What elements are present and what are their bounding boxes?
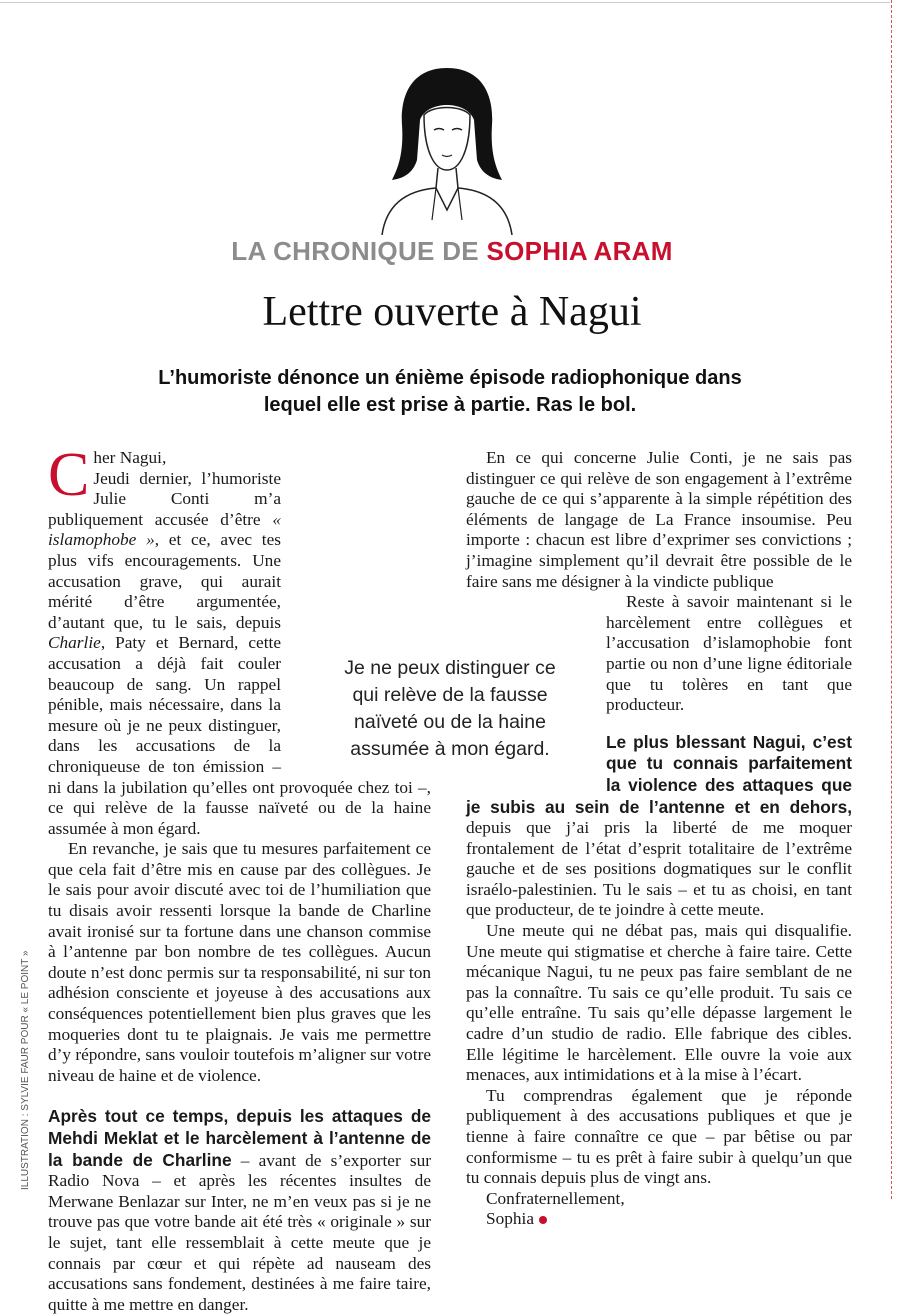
right-column	[466, 448, 852, 1230]
article-title: Lettre ouverte à Nagui	[262, 289, 642, 335]
salutation: her Nagui,	[93, 448, 167, 467]
drop-cap: C	[48, 441, 90, 509]
left-paragraph-3	[48, 1106, 431, 1315]
pull-quote: Je ne peux distinguer ce qui relève de la fausse naïveté ou de la haine assumée à mon égard.	[344, 657, 556, 760]
text-run: Jeudi dernier, l’humoriste Julie Conti m’a publiquement accusée d’être	[48, 468, 281, 529]
bold-lead-in: Le plus blessant Nagui, c’est que tu connais parfaitement la violence des attaques que je subis au sein de l’antenne et en dehors,	[466, 731, 852, 817]
author-portrait-icon	[372, 60, 522, 235]
text-run: – avant de s’exporter sur Radio Nova – et après les récentes insultes de Merwane Benlazar sur Inter, ne m’en veux pas si je ne trouve pas que votre bande ait été très « originale » sur le sujet, tant elle ressemblait à cette meute que je connais par cœur et qui répète ad nauseam des accusations sans fondement, destinées à me faire taire, quitte à me mettre en danger.	[48, 1150, 431, 1314]
signature-line	[466, 1209, 852, 1230]
left-column	[48, 441, 431, 1315]
pull-quote-spacer-right	[466, 614, 606, 794]
bold-lead-in: Après tout ce temps, depuis les attaques de Mehdi Meklat et le harcèlement à l’antenne de la bande de Charline	[48, 1106, 431, 1170]
top-rule	[0, 2, 890, 3]
right-paragraph-2: Reste à savoir maintenant si le harcèlement entre collègues et l’accusation d’islamophobie font partie ou non d’une ligne éditoriale que tu tolères en tant que producteur.	[606, 592, 852, 715]
text-run: « islamophobe »	[48, 509, 281, 550]
left-paragraph-2: En revanche, je sais que tu mesures parfaitement ce que cela fait d’être mis en cause par des collègues. Je le sais pour avoir discuté avec toi de l’humiliation que tu disais avoir ressenti lorsque la bande de Charline avait ironisé sur ta fortune dans une chanson commise à l’antenne par bon nombre de tes collègues. Aucun doute n’est donc permis sur ta responsabilité, ni sur ton adhésion consciente et joyeuse à des accusations aux conséquences potentiellement bien plus graves que les moqueries dont tu te plaignais. Je vais me permettre d’y répondre, sans vouloir toutefois m’aligner sur votre niveau de haine et de violence.	[48, 839, 431, 1085]
closing: Confraternellement,	[486, 1188, 625, 1208]
article-lead: L’humoriste dénonce un énième épisode radiophonique dans lequel elle est prise à partie. Ras le bol.	[158, 367, 742, 416]
text-run: , Paty et Bernard, cette accusation a déjà fait couler beaucoup de sang. Un rappel pénible, mais nécessaire, dans la mesure où je ne peux distinguer, dans les accusations de la chroniqueuse de ton émission – ni dans la jubilation qu’elles ont provoquée chez toi –, ce qui relève de la fausse naïveté ou de la haine assumée à mon égard.	[48, 633, 431, 838]
right-paragraph-5: Tu comprendras également que je réponde publiquement à des accusations publiques et que je tienne à faire connaître ce que – par bêtise ou par conformisme – tu es prêt à faire subir à quelqu’un que tu connais depuis plus de vingt ans.	[466, 1085, 852, 1188]
kicker-author: SOPHIA ARAM	[486, 236, 673, 266]
text-run: depuis que j’ai pris la liberté de me moquer frontalement de l’état d’esprit totalitaire de l’extrême gauche et de ses positions dogmatiques sur le conflit israélo-palestinien. Tu le sais – et tu as choisi, en tant que producteur, de te joindre à cette meute.	[466, 818, 852, 920]
text-run: Charlie	[48, 633, 101, 653]
kicker-prefix: LA CHRONIQUE DE	[231, 236, 487, 266]
signature: Sophia	[486, 1209, 535, 1229]
right-dashed-rule	[891, 0, 894, 1199]
right-paragraph-1: En ce qui concerne Julie Conti, je ne sais pas distinguer ce qui relève de son engagement à l’extrême gauche de ce qui s’apparente à la simple répétition des éléments de langage de La France insoumise. Peu importe : chacun est libre d’exprimer ses convictions ; j’imagine simplement qu’il devrait être possible de le faire sans me désigner à la vindicte publique	[466, 448, 852, 591]
illustration-credit: ILLUSTRATION : SYLVIE FAUR POUR « LE POINT »	[20, 950, 31, 1190]
right-paragraph-4: Une meute qui ne débat pas, mais qui disqualifie. Une meute qui stigmatise et cherche à faire taire. Cette mécanique Nagui, tu ne peux pas faire semblant de ne pas la connaître. Tu sais ce qu’elle produit. Tu sais ce qu’elle entraîne. Tu sais qu’elle dépasse largement le cadre d’un studio de radio. Elle fabrique des cibles. Elle légitime le harcèlement. Elle ouvre la voie aux menaces, aux intimidations et à la mise à l’écart.	[466, 921, 852, 1085]
end-dot-icon	[539, 1216, 547, 1224]
column-kicker	[0, 236, 904, 267]
text-run: , et ce, avec tes plus vifs encouragements. Une accusation grave, qui aurait mérité d’être argumentée, d’autant que, tu le sais, depuis	[48, 530, 281, 632]
